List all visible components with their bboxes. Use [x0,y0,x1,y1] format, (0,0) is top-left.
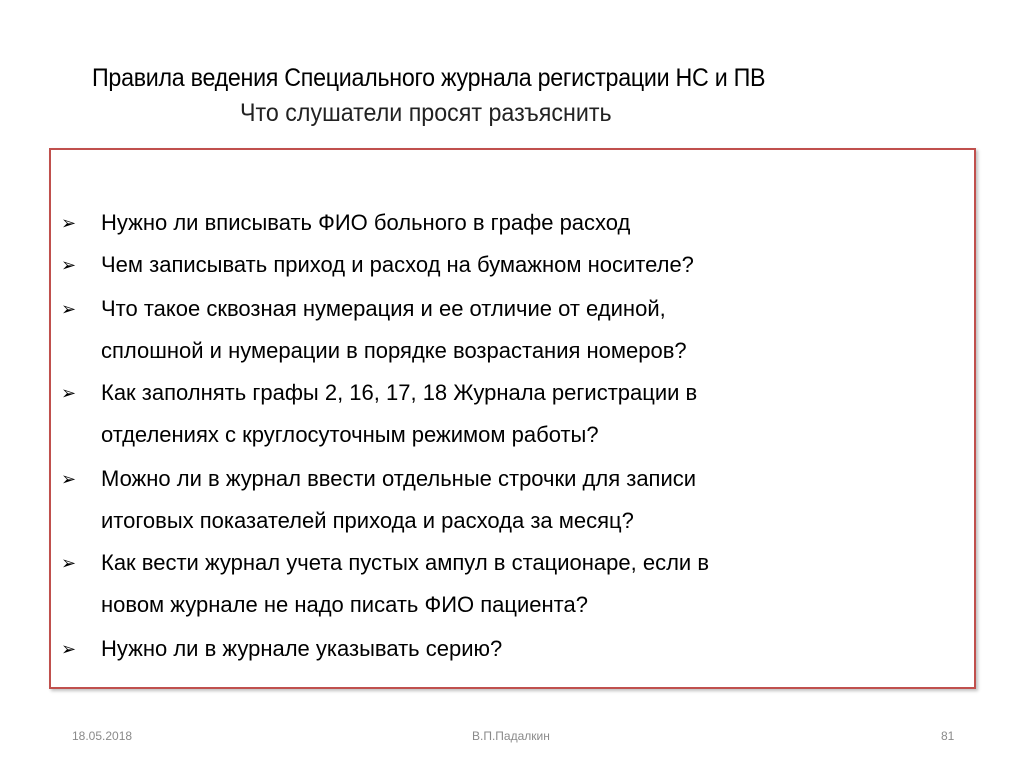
item-text: Что такое сквозная нумерация и ее отличие от единой, [101,296,666,321]
item-text: Как вести журнал учета пустых ампул в стационаре, если в [101,550,710,575]
arrow-bullet-icon: ➢ [61,639,77,659]
list-item [61,628,503,670]
item-text: Чем записывать приход и расход на бумажном носителе? [101,252,694,277]
footer-date: 18.05.2018 [72,729,133,743]
arrow-bullet-icon: ➢ [61,553,77,573]
footer-author: В.П.Падалкин [472,729,550,743]
item-text: сплошной и нумерации в порядке возрастания номеров? [101,338,687,363]
slide-title: Правила ведения Специального журнала регистрации НС и ПВ [92,64,766,92]
arrow-bullet-icon: ➢ [61,469,77,489]
item-text: отделениях с круглосуточным режимом работы? [101,422,599,447]
arrow-bullet-icon: ➢ [61,299,77,319]
item-text: Нужно ли вписывать ФИО больного в графе расход [101,210,631,235]
item-text: Нужно ли в журнале указывать серию? [101,636,503,661]
slide-subtitle: Что слушатели просят разъяснить [240,99,612,127]
footer-page-number: 81 [941,729,955,743]
list-item [61,288,687,372]
list-item [61,458,697,542]
arrow-bullet-icon: ➢ [61,255,77,275]
arrow-bullet-icon: ➢ [61,213,77,233]
item-text: Как заполнять графы 2, 16, 17, 18 Журнала регистрации в [101,380,698,405]
item-text: новом журнале не надо писать ФИО пациента? [101,592,588,617]
content-box [49,148,976,689]
list-item [61,244,694,286]
list-item [61,372,698,456]
list-item [61,202,631,244]
item-text: Можно ли в журнал ввести отдельные строчки для записи [101,466,697,491]
list-item [61,542,710,626]
arrow-bullet-icon: ➢ [61,383,77,403]
item-text: итоговых показателей прихода и расхода за месяц? [101,508,634,533]
